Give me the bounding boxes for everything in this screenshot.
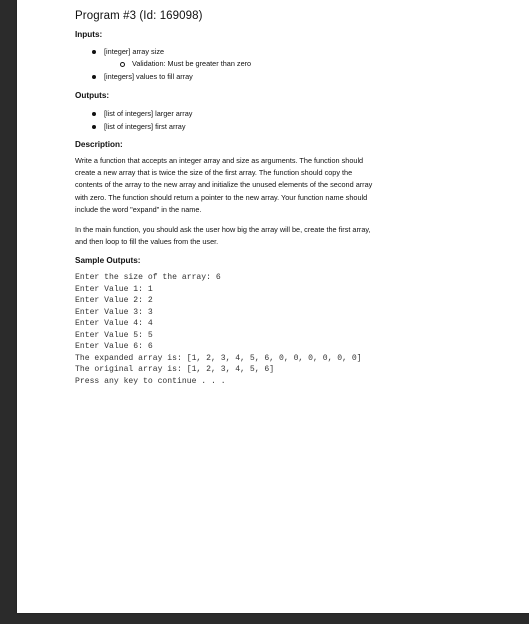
description-line: contents of the array to the new array and initialize the unused elements of the second array <box>75 180 373 190</box>
description-line: Write a function that accepts an integer array and size as arguments. The function should <box>75 156 364 165</box>
sample-output-line: Press any key to continue . . . <box>75 376 226 386</box>
description-paragraph <box>75 155 475 216</box>
main-function-line: and then loop to fill the values from the user. <box>75 237 219 247</box>
main-function-paragraph <box>75 224 475 248</box>
output-item: [list of integers] larger array <box>75 107 475 120</box>
sample-output-line: Enter the size of the array: 6 <box>75 273 221 283</box>
inputs-heading: Inputs: <box>75 30 103 39</box>
sample-output-line: The original array is: [1, 2, 3, 4, 5, 6] <box>75 365 275 375</box>
sample-output-block <box>75 272 475 387</box>
main-function-line: In the main function, you should ask the user how big the array will be, create the first array, <box>75 225 371 235</box>
sample-output-line: Enter Value 3: 3 <box>75 307 153 317</box>
input-item: [integers] values to fill array <box>75 70 475 83</box>
input-validation-item: Validation: Must be greater than zero <box>75 58 475 70</box>
sample-output-line: Enter Value 6: 6 <box>75 342 153 352</box>
document-content <box>75 10 475 387</box>
sample-output-line: Enter Value 1: 1 <box>75 284 153 294</box>
sample-output-line: Enter Value 5: 5 <box>75 330 153 340</box>
description-heading: Description: <box>75 140 123 149</box>
outputs-heading: Outputs: <box>75 91 110 100</box>
description-line: include the word "expand" in the name. <box>75 204 202 214</box>
sample-output-line: Enter Value 4: 4 <box>75 319 153 329</box>
sample-output-line: The expanded array is: [1, 2, 3, 4, 5, 6, 0, 0, 0, 0, 0, 0] <box>75 353 362 363</box>
input-item: [integer] array size <box>75 45 475 58</box>
sample-output-line: Enter Value 2: 2 <box>75 296 153 306</box>
description-line: with zero. The function should return a pointer to the new array. Your function name should <box>75 192 368 202</box>
output-item: [list of integers] first array <box>75 120 475 133</box>
inputs-list <box>75 45 475 83</box>
program-title: Program #3 (Id: 169098) <box>75 10 203 22</box>
outputs-list <box>75 107 475 133</box>
description-line: create a new array that is twice the size of the first array. The function should copy the <box>75 168 353 178</box>
sample-outputs-heading: Sample Outputs: <box>75 256 141 266</box>
document-page <box>17 0 529 613</box>
